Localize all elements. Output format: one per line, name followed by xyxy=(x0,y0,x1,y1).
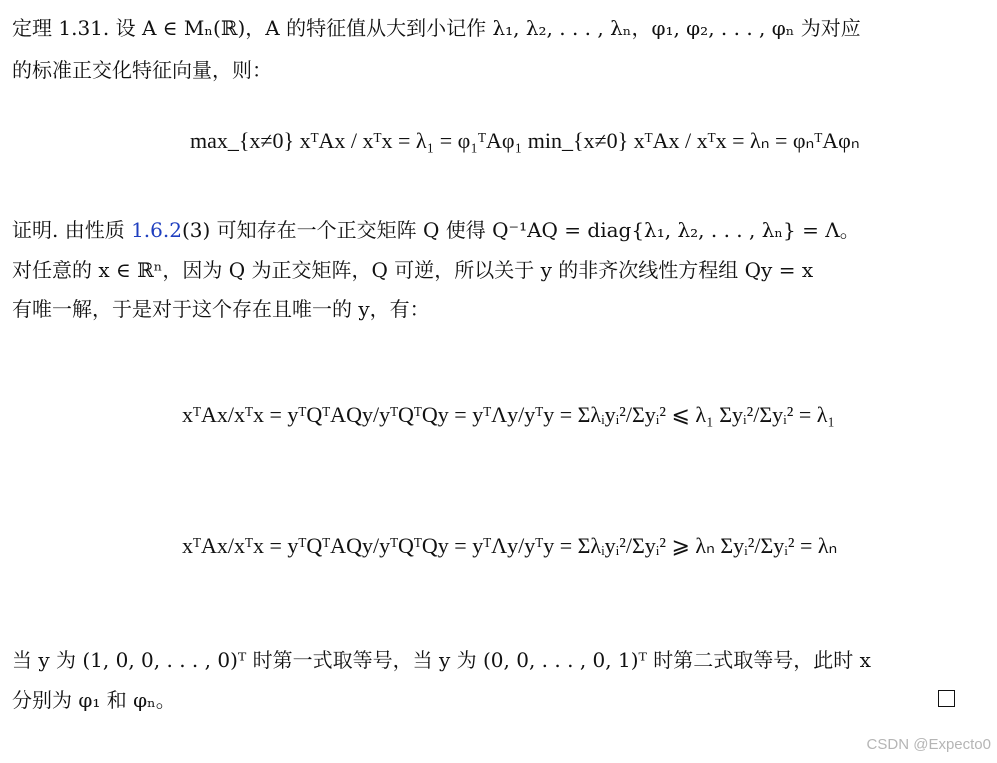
qed-square-icon xyxy=(938,690,955,707)
proof-label: 证明. 由性质 xyxy=(12,218,132,242)
equation-lower-bound: xᵀAx/xᵀx = yᵀQᵀAQy/yᵀQᵀQy = yᵀΛy/yᵀy = Σλᵢyᵢ²/Σyᵢ² ⩾ λₙ Σyᵢ²/Σyᵢ² = λₙ xyxy=(182,533,838,558)
proof-line-1-rest: (3) 可知存在一个正交矩阵 Q 使得 Q⁻¹AQ = diag{λ₁, λ₂, . . . , λₙ} = Λ。 xyxy=(181,218,860,242)
proof-line-2: 对任意的 x ∈ ℝⁿ，因为 Q 为正交矩阵，Q 可逆，所以关于 y 的非齐次线性方程组 Qy = x xyxy=(12,258,814,282)
theorem-line-2: 的标准正交化特征向量，则： xyxy=(12,58,272,82)
watermark: CSDN @Expecto0 xyxy=(866,736,991,753)
conclusion-line-2: 分别为 φ₁ 和 φₙ。 xyxy=(12,688,176,712)
conclusion-line-1: 当 y 为 (1, 0, 0, . . . , 0)ᵀ 时第一式取等号，当 y 为 (0, 0, . . . , 0, 1)ᵀ 时第二式取等号，此时 x xyxy=(12,648,871,672)
proof-line-3: 有唯一解，于是对于这个存在且唯一的 y，有： xyxy=(12,297,430,321)
property-reference-link[interactable]: 1.6.2 xyxy=(131,218,182,242)
equation-max-min: max_{x≠0} xᵀAx / xᵀx = λ₁ = φ₁ᵀAφ₁ min_{x≠0} xᵀAx / xᵀx = λₙ = φₙᵀAφₙ xyxy=(190,128,860,153)
equation-upper-bound: xᵀAx/xᵀx = yᵀQᵀAQy/yᵀQᵀQy = yᵀΛy/yᵀy = Σλᵢyᵢ²/Σyᵢ² ⩽ λ₁ Σyᵢ²/Σyᵢ² = λ₁ xyxy=(182,402,836,427)
proof-line-1 xyxy=(12,218,860,242)
theorem-line-1: 定理 1.31. 设 A ∈ Mₙ(ℝ)，A 的特征值从大到小记作 λ₁, λ₂, . . . , λₙ，φ₁, φ₂, . . . , φₙ 为对应 xyxy=(12,16,861,40)
